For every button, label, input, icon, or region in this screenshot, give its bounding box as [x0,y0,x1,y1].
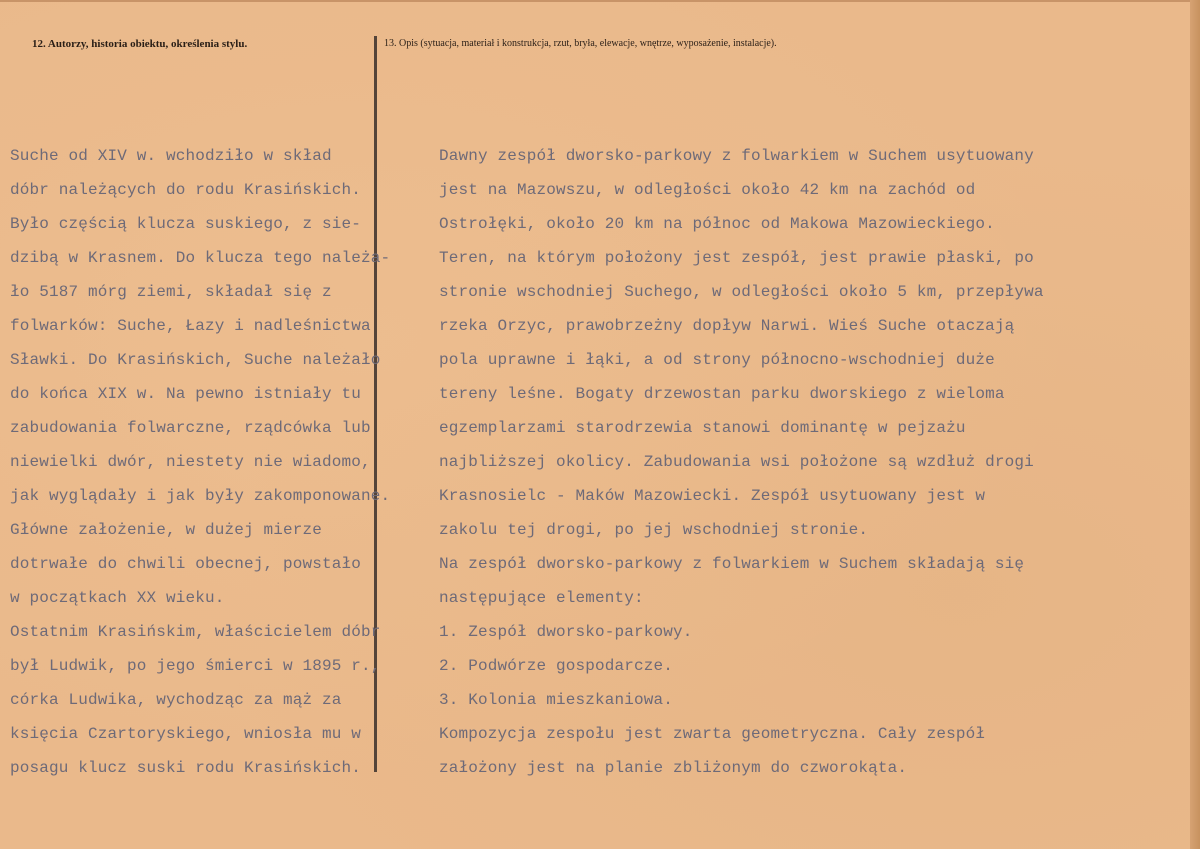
page-edge [1190,0,1200,849]
description-text-line: rzeka Orzyc, prawobrzeżny dopływ Narwi. Wieś Suche otaczają [439,317,1015,335]
history-text-line: Było częścią klucza suskiego, z sie- [10,215,362,233]
history-text-line: córka Ludwika, wychodząc za mąż za [10,691,342,709]
list-item: 2. Podwórze gospodarcze. [439,657,674,675]
history-text-line: Sławki. Do Krasińskich, Suche należało [10,351,381,369]
description-text-line: egzemplarzami starodrzewia stanowi dominantę w pejzażu [439,419,966,437]
history-text-line: jak wyglądały i jak były zakomponowane. [10,487,391,505]
history-text-line: dzibą w Krasnem. Do klucza tego należa- [10,249,391,267]
description-text-line: jest na Mazowszu, w odległości około 42 km na zachód od [439,181,976,199]
description-text-line: stronie wschodniej Suchego, w odległości około 5 km, przepływa [439,283,1044,301]
description-text-line: założony jest na planie zbliżonym do czworokąta. [439,759,908,777]
list-item: 1. Zespół dworsko-parkowy. [439,623,693,641]
description-text-line: zakolu tej drogi, po jej wschodniej stronie. [439,521,869,539]
section-12-heading: 12. Autorzy, historia obiektu, określenia stylu. [32,38,248,50]
description-text-line: Ostrołęki, około 20 km na północ od Makowa Mazowieckiego. [439,215,995,233]
history-text-line: dotrwałe do chwili obecnej, powstało [10,555,362,573]
description-text-line: następujące elementy: [439,589,644,607]
history-text-line: posagu klucz suski rodu Krasińskich. [10,759,362,777]
description-text-line: pola uprawne i łąki, a od strony północno-wschodniej duże [439,351,995,369]
history-text-line: był Ludwik, po jego śmierci w 1895 r., [10,657,381,675]
history-text-line: w początkach XX wieku. [10,589,225,607]
section-13-heading: 13. Opis (sytuacja, materiał i konstrukcja, rzut, bryła, elewacje, wnętrze, wyposażenie, instalacje). [384,38,777,49]
description-text-line: tereny leśne. Bogaty drzewostan parku dworskiego z wieloma [439,385,1005,403]
description-text-line: najbliższej okolicy. Zabudowania wsi położone są wzdłuż drogi [439,453,1034,471]
history-text-line: dóbr należących do rodu Krasińskich. [10,181,362,199]
list-item: 3. Kolonia mieszkaniowa. [439,691,674,709]
description-text-line: Teren, na którym położony jest zespół, jest prawie płaski, po [439,249,1034,267]
top-edge-line [0,0,1190,2]
history-text-line: folwarków: Suche, Łazy i nadleśnictwa [10,317,371,335]
history-text-line: Główne założenie, w dużej mierze [10,521,323,539]
history-text-line: do końca XIX w. Na pewno istniały tu [10,385,362,403]
description-text-line: Dawny zespół dworsko-parkowy z folwarkiem w Suchem usytuowany [439,147,1034,165]
description-text-line: Kompozycja zespołu jest zwarta geometryczna. Cały zespół [439,725,986,743]
history-text-line: niewielki dwór, niestety nie wiadomo, [10,453,371,471]
history-text-line: zabudowania folwarczne, rządcówka lub [10,419,371,437]
history-text-line: ło 5187 mórg ziemi, składał się z [10,283,332,301]
history-text-line: księcia Czartoryskiego, wniosła mu w [10,725,362,743]
description-text-line: Krasnosielc - Maków Mazowiecki. Zespół usytuowany jest w [439,487,986,505]
history-text-line: Suche od XIV w. wchodziło w skład [10,147,332,165]
history-text-line: Ostatnim Krasińskim, właścicielem dóbr [10,623,381,641]
description-text-line: Na zespół dworsko-parkowy z folwarkiem w Suchem składają się [439,555,1025,573]
